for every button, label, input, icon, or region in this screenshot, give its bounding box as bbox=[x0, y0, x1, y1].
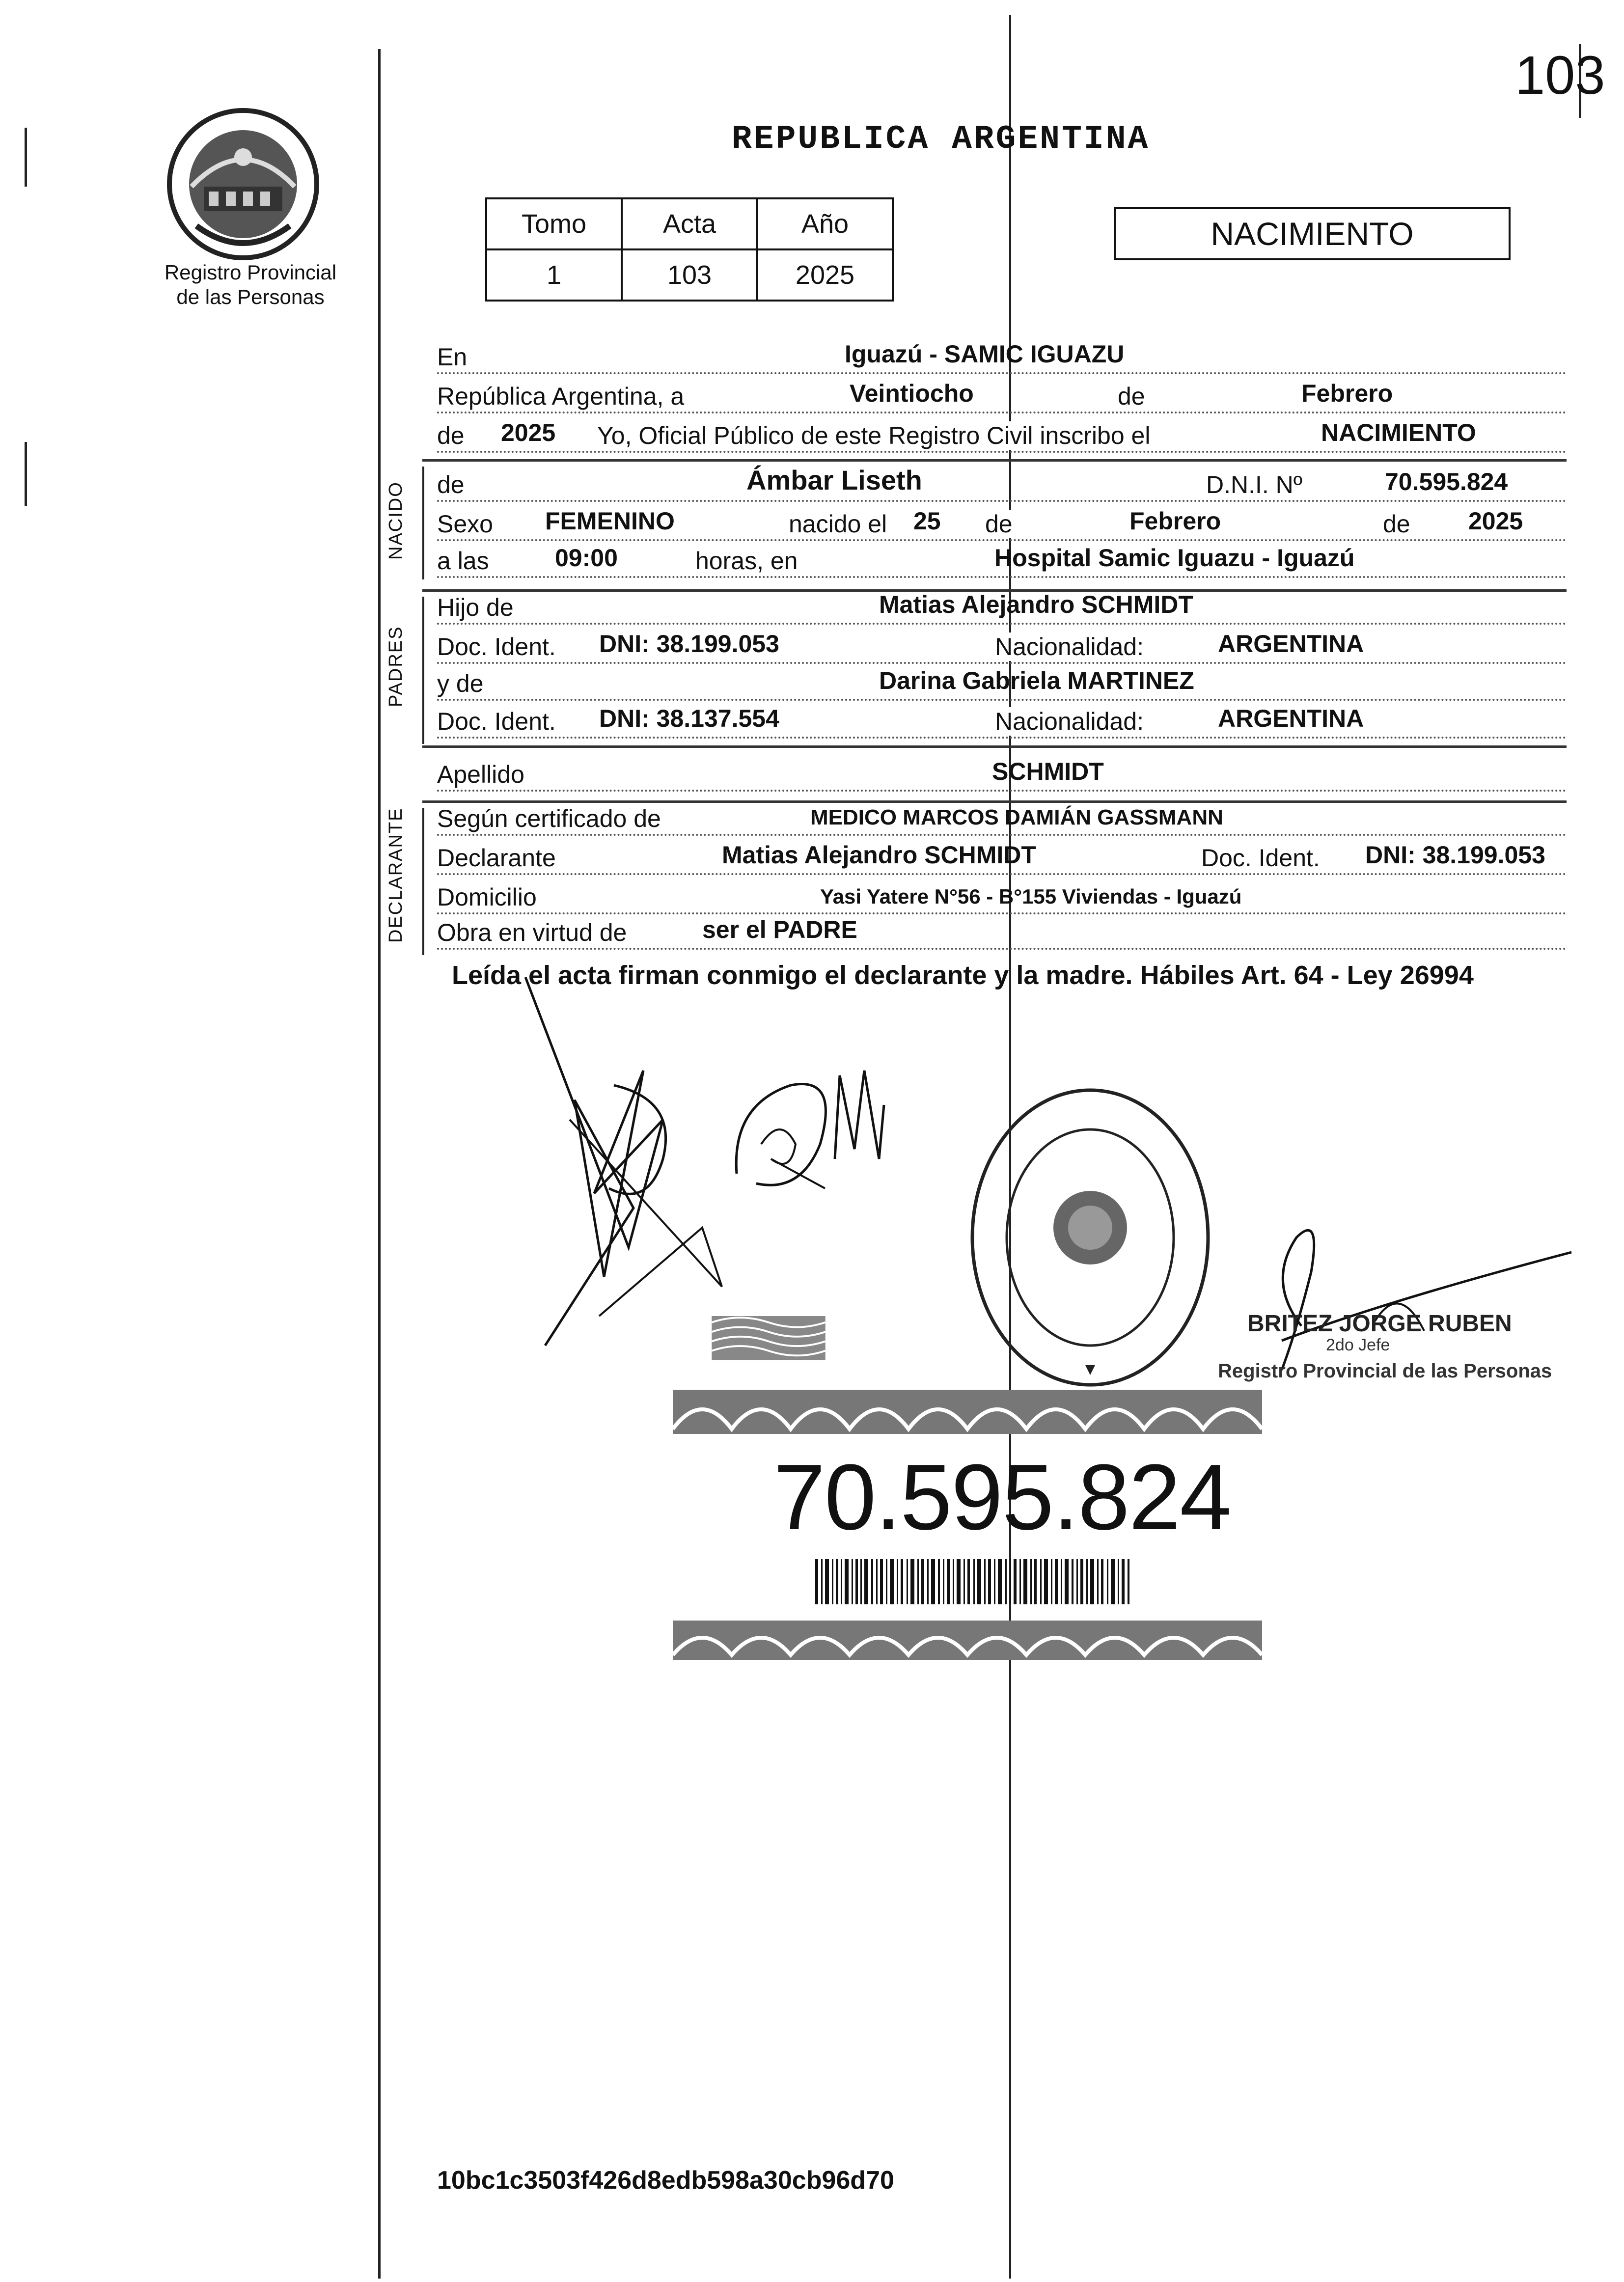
act-type-box: NACIMIENTO bbox=[1114, 207, 1511, 260]
label-de-3: de bbox=[1380, 510, 1413, 538]
value-birth-year: 2025 bbox=[1468, 507, 1523, 535]
value-mother-name: Darina Gabriela MARTINEZ bbox=[879, 667, 1194, 694]
page-number: 103 bbox=[1515, 45, 1605, 106]
value-ano: 2025 bbox=[757, 249, 893, 301]
value-day: Veintiocho bbox=[850, 380, 974, 407]
value-en: Iguazú - SAMIC IGUAZU bbox=[845, 340, 1125, 368]
security-band-bottom bbox=[673, 1618, 1262, 1662]
value-mother-nationality: ARGENTINA bbox=[1218, 705, 1364, 732]
value-child-name: Ámbar Liseth bbox=[746, 465, 922, 495]
security-band-top bbox=[673, 1390, 1262, 1434]
line-year bbox=[437, 417, 1567, 457]
label-nacido-de: de bbox=[437, 470, 468, 499]
line-hijo-de bbox=[437, 589, 1567, 629]
big-dni-number: 70.595.824 bbox=[773, 1445, 1231, 1549]
value-dni: 70.595.824 bbox=[1385, 468, 1508, 495]
value-tomo: 1 bbox=[486, 249, 622, 301]
line-hora bbox=[437, 543, 1567, 582]
officer-registry: Registro Provincial de las Personas bbox=[1218, 1360, 1552, 1382]
section-label-nacido: NACIDO bbox=[385, 481, 406, 560]
line-certificado bbox=[437, 800, 1567, 840]
line-father-doc bbox=[437, 629, 1567, 668]
label-y-de: y de bbox=[437, 669, 487, 698]
value-father-nationality: ARGENTINA bbox=[1218, 630, 1364, 658]
registry-caption-line1: Registro Provincial bbox=[164, 261, 337, 284]
label-year-de: de bbox=[437, 421, 468, 450]
value-acta: 103 bbox=[622, 249, 757, 301]
value-place: Hospital Samic Iguazu - Iguazú bbox=[994, 544, 1355, 572]
value-inscribo: NACIMIENTO bbox=[1321, 419, 1476, 446]
closing-note: Leída el acta firman conmigo el declarante y la madre. Hábiles Art. 64 - Ley 26994 bbox=[452, 961, 1474, 990]
label-certificado: Según certificado de bbox=[437, 804, 664, 833]
label-obra: Obra en virtud de bbox=[437, 918, 630, 947]
value-obra: ser el PADRE bbox=[702, 916, 857, 943]
label-de-2: de bbox=[982, 510, 1016, 538]
label-nacido-el: nacido el bbox=[786, 510, 890, 538]
value-father-name: Matias Alejandro SCHMIDT bbox=[879, 591, 1193, 618]
label-sexo: Sexo bbox=[437, 510, 496, 538]
line-mother-doc bbox=[437, 703, 1567, 742]
mother-signature bbox=[717, 1046, 913, 1223]
header-ano: Año bbox=[757, 198, 893, 249]
officer-name: BRITEZ JORGE RUBEN bbox=[1247, 1311, 1512, 1337]
header-tomo: Tomo bbox=[486, 198, 622, 249]
label-republica: República Argentina, a bbox=[437, 382, 687, 411]
value-month: Febrero bbox=[1301, 380, 1393, 407]
margin-line bbox=[378, 49, 381, 2279]
value-declarante: Matias Alejandro SCHMIDT bbox=[722, 841, 1036, 869]
value-sexo: FEMENINO bbox=[545, 507, 675, 535]
record-table bbox=[485, 197, 894, 302]
value-year: 2025 bbox=[501, 419, 556, 446]
document-hash: 10bc1c3503f426d8edb598a30cb96d70 bbox=[437, 2166, 894, 2195]
label-doc: Doc. Ident. bbox=[437, 632, 559, 661]
line-name bbox=[437, 467, 1567, 506]
province-logo bbox=[162, 103, 324, 265]
official-seal bbox=[963, 1080, 1218, 1395]
registry-caption bbox=[157, 260, 344, 309]
line-republica bbox=[437, 378, 1567, 417]
nacido-bracket bbox=[422, 467, 424, 579]
line-y-de bbox=[437, 665, 1567, 705]
label-declarante: Declarante bbox=[437, 844, 559, 872]
label-dni: D.N.I. Nº bbox=[1203, 470, 1305, 499]
section-label-declarante: DECLARANTE bbox=[385, 807, 406, 943]
label-nacionalidad-2: Nacionalidad: bbox=[992, 707, 1147, 736]
value-doc-declarante: DNI: 38.199.053 bbox=[1365, 841, 1545, 869]
label-doc-declarante: Doc. Ident. bbox=[1198, 844, 1323, 872]
label-apellido: Apellido bbox=[437, 760, 527, 789]
label-domicilio: Domicilio bbox=[437, 883, 540, 911]
left-tick-line bbox=[25, 442, 27, 506]
section-label-padres: PADRES bbox=[385, 626, 406, 707]
barcode bbox=[815, 1559, 1129, 1604]
label-horas: horas, en bbox=[692, 547, 800, 575]
line-declarante bbox=[437, 840, 1567, 879]
header-acta: Acta bbox=[622, 198, 757, 249]
separator bbox=[422, 745, 1567, 748]
value-father-doc: DNI: 38.199.053 bbox=[599, 630, 779, 658]
label-a-las: a las bbox=[437, 547, 492, 575]
value-apellido: SCHMIDT bbox=[992, 758, 1104, 785]
declarante-bracket bbox=[422, 808, 424, 955]
value-time: 09:00 bbox=[555, 544, 618, 572]
line-sexo bbox=[437, 506, 1567, 545]
label-doc-2: Doc. Ident. bbox=[437, 707, 559, 736]
value-certificado: MEDICO MARCOS DAMIÁN GASSMANN bbox=[810, 805, 1223, 829]
label-hijo-de: Hijo de bbox=[437, 593, 517, 622]
value-domicilio: Yasi Yatere N°56 - B°155 Viviendas - Iguazú bbox=[820, 885, 1242, 908]
left-tick-line bbox=[25, 128, 27, 187]
label-de: de bbox=[1115, 382, 1148, 411]
registry-caption-line2: de las Personas bbox=[176, 285, 325, 308]
officer-role: 2do Jefe bbox=[1326, 1336, 1390, 1354]
separator bbox=[422, 459, 1567, 462]
padres-bracket bbox=[422, 597, 424, 744]
page-title: REPUBLICA ARGENTINA bbox=[732, 120, 1150, 158]
line-apellido bbox=[437, 756, 1567, 796]
declarant-signature bbox=[516, 972, 751, 1375]
security-pattern bbox=[680, 1316, 857, 1360]
value-birth-day: 25 bbox=[913, 507, 941, 535]
line-obra bbox=[437, 914, 1567, 954]
label-yo: Yo, Oficial Público de este Registro Civil inscribo el bbox=[594, 421, 1153, 450]
line-domicilio bbox=[437, 879, 1567, 918]
value-birth-month: Febrero bbox=[1129, 507, 1221, 535]
label-nacionalidad: Nacionalidad: bbox=[992, 632, 1147, 661]
line-en bbox=[437, 339, 1567, 378]
value-mother-doc: DNI: 38.137.554 bbox=[599, 705, 779, 732]
label-en: En bbox=[437, 343, 470, 371]
